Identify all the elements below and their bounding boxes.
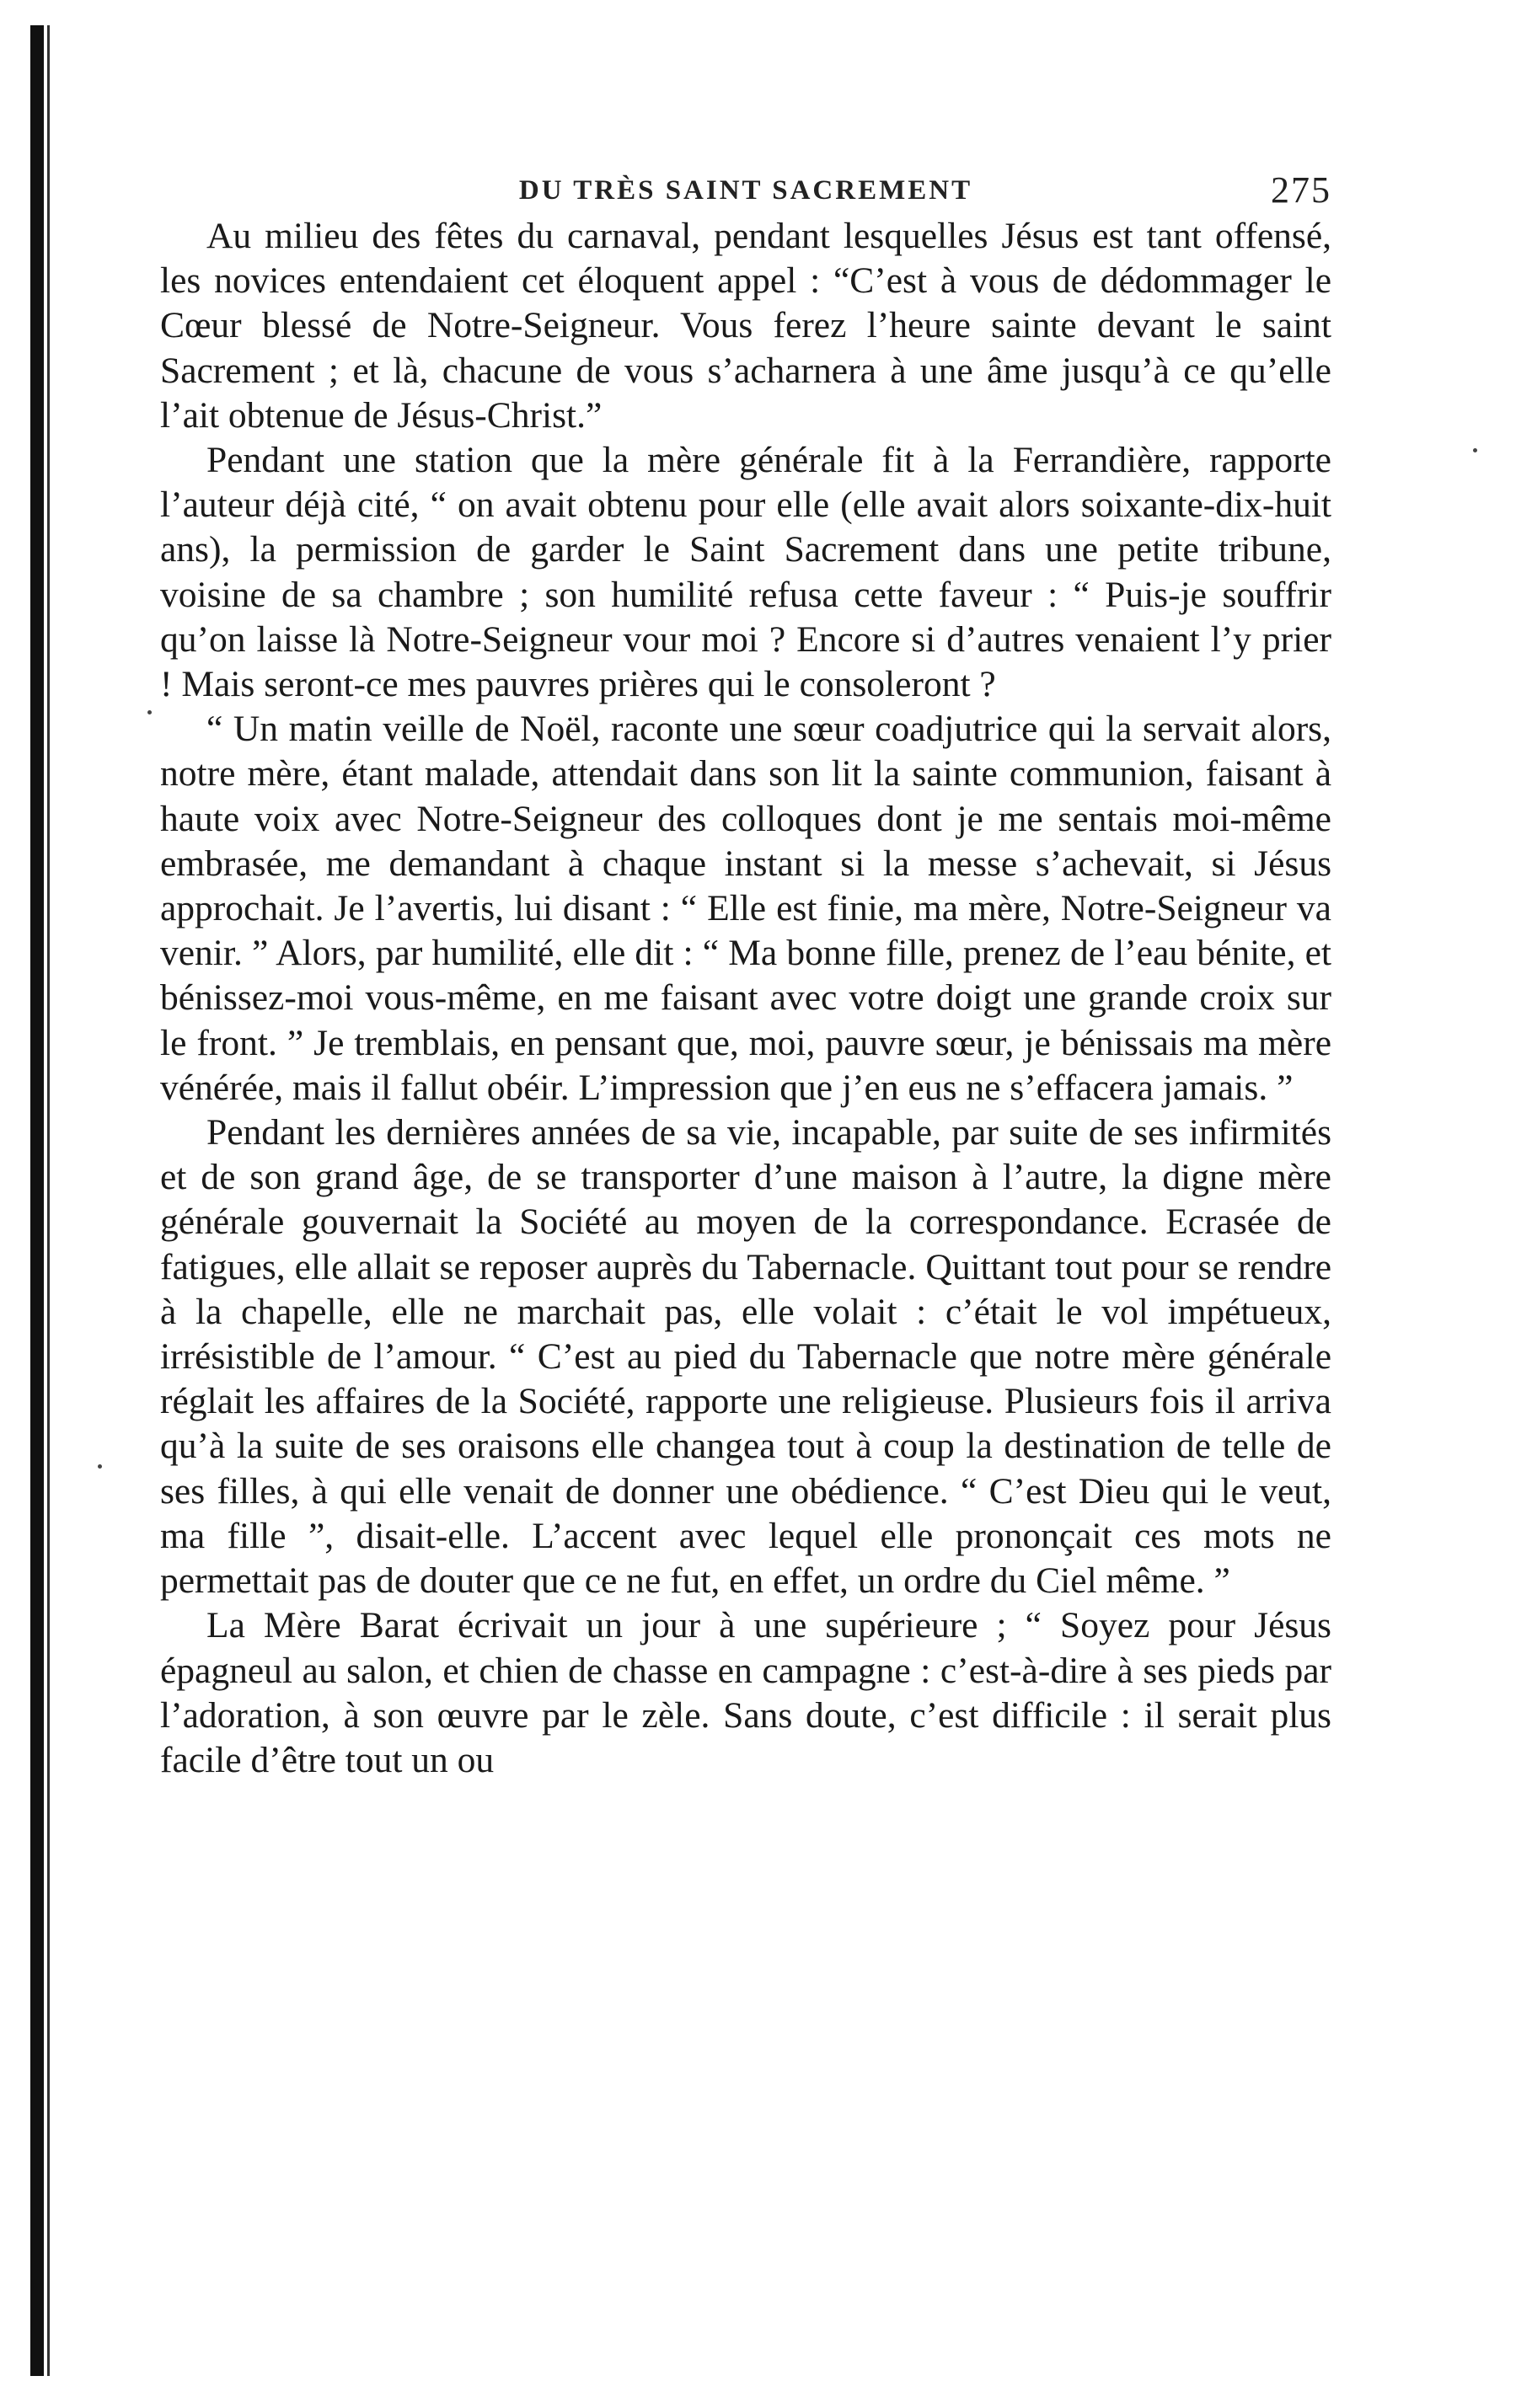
book-page [160,169,1331,1783]
paragraph-noel: “ Un matin veille de Noël, raconte une sœur coadjutrice qui la servait alors, notre mère, étant malade, attendait dans son lit la sainte communion, faisant à haute voix avec Notre-Seigneur des colloques dont je me sentais moi-même embrasée, me demandant à chaque instant si la messe s’achevait, si Jésus approchait. Je l’avertis, lui disant : “ Elle est finie, ma mère, Notre-Seigneur va venir. ” Alors, par humilité, elle dit : “ Ma bonne fille, prenez de l’eau bénite, et bénissez-moi vous-même, en me faisant avec votre doigt une grande croix sur le front. ” Je tremblais, en pensant que, moi, pauvre sœur, je bénissais ma mère vénérée, mais il fallut obéir. L’impression que j’en eus ne s’effacera jamais. ” [160,709,1331,1108]
paragraph-carnaval: Au milieu des fêtes du carnaval, pendant lesquelles Jésus est tant offensé, les novices entendaient cet éloquent appel : “C’est à vous de dédommager le Cœur blessé de Notre-Seigneur. Vous ferez l’heure sainte devant le saint Sacrement ; et là, chacune de vous s’acharnera à une âme jusqu’à ce qu’elle l’ait obtenue de Jésus-Christ.” [160,216,1331,436]
ink-speck [98,1464,102,1469]
binding-edge-line [47,25,50,2376]
ink-speck [1473,448,1477,452]
page-number: 275 [1271,169,1331,211]
running-head [160,169,1331,219]
paragraph-ferrandiere: Pendant une station que la mère générale fit à la Ferrandière, rapporte l’auteur déjà cité, “ on avait obtenu pour elle (elle avait alors soixante-dix-huit ans), la permission de garder le Saint Sacrement dans une petite tribune, voisine de sa chambre ; son humilité refusa cette faveur : “ Puis-je souffrir qu’on laisse là Notre-Seigneur vour moi ? Encore si d’autres venaient l’y prier ! Mais seront-ce mes pauvres prières qui le consoleront ? [160,440,1331,705]
binding-edge [30,25,44,2376]
body-text [160,214,1331,1783]
ink-speck [147,710,152,714]
paragraph-mere-barat: La Mère Barat écrivait un jour à une supérieure ; “ Soyez pour Jésus épagneul au salon, et chien de chasse en campagne : c’est-à-dire à ses pieds par l’adoration, à son œuvre par le zèle. Sans doute, c’est difficile : il serait plus facile d’être tout un ou [160,1605,1331,1780]
running-title: DU TRÈS SAINT SACREMENT [518,175,973,206]
paragraph-dernieres-annees: Pendant les dernières années de sa vie, incapable, par suite de ses infirmités et de son grand âge, de se transporter d’une maison à l’autre, la digne mère générale gouvernait la Société au moyen de la correspondance. Ecrasée de fatigues, elle allait se reposer auprès du Tabernacle. Quittant tout pour se rendre à la chapelle, elle ne marchait pas, elle volait : c’était le vol impétueux, irrésistible de l’amour. “ C’est au pied du Tabernacle que notre mère générale réglait les affaires de la Société, rapporte une religieuse. Plusieurs fois il arriva qu’à la suite de ses oraisons elle changea tout à coup la destination de telle de ses filles, à qui elle venait de donner une obédience. “ C’est Dieu qui le veut, ma fille ”, disait-elle. L’accent avec lequel elle prononçait ces mots ne permettait pas de douter que ce ne fut, en effet, un ordre du Ciel même. ” [160,1112,1331,1602]
